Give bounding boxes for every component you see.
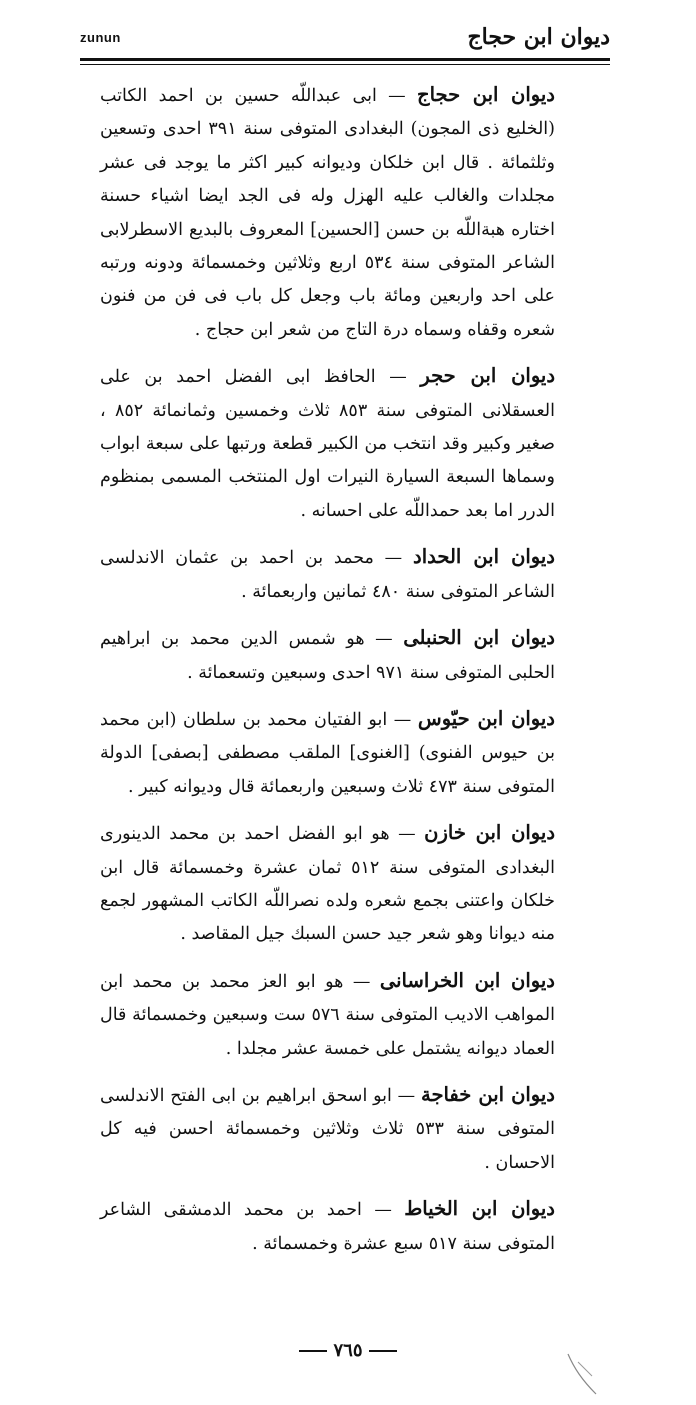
entry-head: ديوان ابن خفاجة [420, 1082, 555, 1106]
entry [100, 540, 555, 609]
running-title: ديوان ابن حجاج [467, 24, 610, 50]
entry-text: — هو ابو الفضل احمد بن محمد الدينورى البغدادى المتوفى سنة ٥١٢ ثمان عشرة وخمسمائة قال ابن خلكان واعتنى بجمع شعره ولده نصراللّه الكاتب المشهور لجمع منه ديوانا وهو شعر جيد حسن السبك جيل المقاصد . [100, 824, 555, 945]
folio-dash-right [369, 1350, 397, 1352]
header-rule-thick [80, 58, 610, 61]
entry-head: ديوان ابن الخراسانى [379, 968, 555, 992]
entry-text: — الحافظ ابى الفضل احمد بن على العسقلانى المتوفى سنة ٨٥٣ ثلاث وخمسين وثمانمائة ٨٥٢ ، صغير وكبير وقد انتخب من الكبير قطعة ورتبها على سبعة ابواب وسماها السبعة السيارة النيرات اول المنتخب المسمى بمنظوم الدرر اما بعد حمداللّه على احسانه . [100, 367, 555, 521]
entry-text: — ابى عبداللّه حسين بن احمد الكاتب (الخليع ذى المجون) البغدادى المتوفى سنة ٣٩١ احدى وتسعين وثلثمائة . قال ابن خلكان وديوانه كبير اكثر ما يوجد فى عشر مجلدات والغالب عليه الهزل وله فى الجد ايضا اشياء حسنة اختاره هبةاللّه بن حسن [الحسين] المعروف بالبديع الاسطرلابى الشاعر المتوفى سنة ٥٣٤ اربع وثلاثين وخمسمائة ودونه ورتبه على احد واربعين ومائة باب وجعل كل باب فى فن من فنون شعره وقفاه وسماه درة التاج من شعر ابن حجاج . [100, 86, 555, 340]
entry [100, 1078, 555, 1180]
entry-head: ديوان ابن حجاج [417, 83, 555, 106]
header-rule-thin [80, 64, 610, 65]
entry-text: — ابو اسحق ابراهيم بن ابى الفتح الاندلسى المتوفى سنة ٥٣٣ ثلاث وثلاثين وخمسمائة احسن فيه كل الاحسان . [100, 1085, 556, 1173]
entry-text: — هو ابو العز محمد بن محمد ابن المواهب الاديب المتوفى سنة ٥٧٦ ست وسبعين وخمسمائة قال العماد ديوانه يشتمل على خمسة عشر مجلدا . [100, 971, 555, 1059]
entry [100, 621, 555, 690]
entry-head: ديوان ابن حيّوس [417, 706, 555, 730]
entry-text: — ابو الفتيان محمد بن سلطان (ابن محمد بن حيوس الفنوى) [الغنوى] الملقب مصطفى [بصفى] الدولة المتوفى سنة ٤٧٣ ثلاث وسبعين واربعمائة قال وديوانه كبير . [100, 709, 555, 797]
folio-dash-left [299, 1350, 327, 1352]
entry-head: ديوان ابن الحداد [413, 545, 555, 569]
entries-column [100, 78, 555, 1273]
entry-text: — هو شمس الدين محمد بن ابراهيم الحلبى المتوفى سنة ٩٧١ احدى وسبعين وتسعمائة . [100, 629, 555, 683]
entry-head: ديوان ابن حجر [420, 364, 555, 388]
entry-head: ديوان ابن الحنبلى [403, 626, 555, 650]
entry [100, 359, 555, 528]
entry [100, 964, 555, 1066]
entry-text: — محمد بن احمد بن عثمان الاندلسى الشاعر المتوفى سنة ٤٨٠ ثمانين واربعمائة . [100, 548, 555, 602]
entry [100, 702, 555, 804]
running-head [80, 22, 610, 56]
entry-text: — احمد بن محمد الدمشقى الشاعر المتوفى سنة ٥١٧ سبع عشرة وخمسمائة . [100, 1200, 555, 1254]
entry [100, 1192, 555, 1261]
catchword: zunun [80, 30, 121, 45]
entry-head: ديوان ابن الخياط [404, 1197, 555, 1221]
entry [100, 816, 555, 952]
entry [100, 78, 555, 347]
entry-head: ديوان ابن خازن [424, 821, 555, 845]
pencil-mark [562, 1350, 602, 1398]
page-number-text: ٧٦٥ [333, 1340, 363, 1361]
